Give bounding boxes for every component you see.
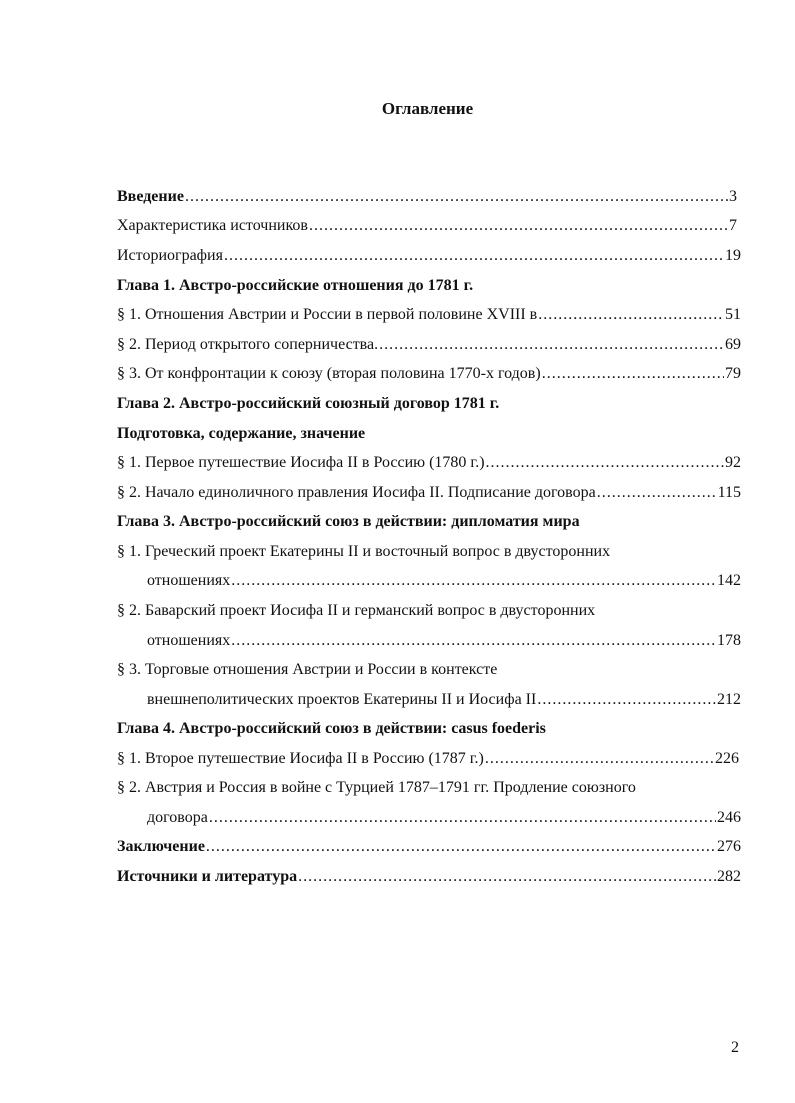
toc-entry-page: 7 (729, 217, 737, 234)
leader-dots (231, 570, 716, 592)
toc-entry-text: Историография (117, 247, 223, 264)
toc-entry-text: Глава 4. Австро-российский союз в действии: casus foederis (117, 720, 546, 737)
toc-entry-text: Глава 3. Австро-российский союз в действии: дипломатия мира (117, 513, 580, 530)
toc-entry-text: § 2. Австрия и Россия в войне с Турцией 1787–1791 гг. Продление союзного (117, 779, 636, 796)
toc-entry-text: § 1. Греческий проект Екатерины II и восточный вопрос в двусторонних (117, 543, 611, 560)
toc-entry-text: отношениях (147, 632, 231, 649)
toc-title: Оглавление (381, 99, 474, 118)
toc-entry-text: Подготовка, содержание, значение (117, 425, 366, 442)
toc-entry-ch3-s2-line1[interactable] (117, 600, 595, 622)
toc-entry-ch4-s2-line2[interactable] (147, 807, 741, 829)
toc-entry-ch3-s1-line1[interactable] (117, 541, 610, 563)
toc-entry-ch1-s3[interactable] (117, 363, 741, 385)
toc-entry-page: 178 (717, 632, 741, 649)
toc-entry-page: 115 (717, 484, 741, 501)
toc-entry-text: договора (147, 809, 208, 826)
toc-entry-page: 92 (725, 454, 741, 471)
toc-entry-text: § 2. Период открытого соперничества. (117, 336, 379, 353)
toc-entry-ch2-s2[interactable] (117, 482, 741, 504)
leader-dots (485, 748, 714, 770)
toc-entry-text: § 2. Начало единоличного правления Иосифа II. Подписание договора (117, 484, 596, 501)
toc-entry-text: Глава 1. Австро-российские отношения до 1781 г. (117, 277, 474, 294)
toc-entry-ch3-s1-line2[interactable] (147, 570, 741, 592)
toc-entry-page: 3 (729, 188, 737, 205)
leader-dots (206, 836, 716, 858)
leader-dots (537, 689, 716, 711)
leader-dots (185, 186, 728, 208)
leader-dots (224, 245, 724, 267)
leader-dots (542, 363, 724, 385)
toc-entry-sources-and-literature[interactable] (117, 866, 741, 888)
toc-chapter-2-heading[interactable] (117, 393, 499, 415)
toc-entry-page: 19 (725, 247, 741, 264)
toc-entry-ch1-s1[interactable] (117, 304, 741, 326)
leader-dots (597, 482, 717, 504)
toc-entry-page: 246 (717, 809, 741, 826)
toc-entry-text: Характеристика источников (117, 217, 308, 234)
leader-dots (209, 807, 716, 829)
toc-entry-ch4-s2-line1[interactable] (117, 777, 636, 799)
toc-entry-page: 79 (725, 365, 741, 382)
toc-chapter-3-heading[interactable] (117, 511, 580, 533)
leader-dots (486, 452, 724, 474)
toc-entry-text: внешнеполитических проектов Екатерины II и Иосифа II (147, 691, 537, 708)
toc-entry-text: § 3. Торговые отношения Австрии и России в контексте (117, 661, 498, 678)
toc-entry-historiography[interactable] (117, 245, 741, 267)
toc-entry-ch2-s1[interactable] (117, 452, 741, 474)
toc-entry-conclusion[interactable] (117, 836, 741, 858)
toc-entry-page: 51 (725, 306, 741, 323)
toc-entry-text: Введение (117, 188, 184, 205)
toc-entry-introduction[interactable] (117, 186, 737, 208)
toc-entry-text: Источники и литература (117, 868, 298, 885)
leader-dots (309, 215, 728, 237)
toc-entry-page: 226 (715, 750, 739, 767)
toc-entry-text: Заключение (117, 838, 205, 855)
toc-entry-ch3-s3-line1[interactable] (117, 659, 497, 681)
leader-dots (379, 334, 724, 356)
toc-entry-text: § 2. Баварский проект Иосифа II и германский вопрос в двусторонних (117, 602, 596, 619)
toc-entry-ch4-s1[interactable] (117, 748, 739, 770)
toc-entry-ch3-s2-line2[interactable] (147, 630, 741, 652)
toc-entry-ch3-s3-line2[interactable] (147, 689, 741, 711)
toc-entry-text: отношениях (147, 572, 231, 589)
toc-entry-page: 276 (717, 838, 741, 855)
page-number: 2 (731, 1039, 739, 1056)
toc-chapter-2-subheading[interactable] (117, 423, 365, 445)
leader-dots (231, 630, 716, 652)
toc-entry-page: 212 (717, 691, 741, 708)
toc-entry-text: § 1. Отношения Австрии и России в первой половине XVIII в (117, 306, 538, 323)
toc-entry-page: 69 (725, 336, 741, 353)
toc-chapter-4-heading[interactable] (117, 718, 546, 740)
toc-chapter-1-heading[interactable] (117, 275, 473, 297)
toc-entry-sources[interactable] (117, 215, 737, 237)
toc-entry-text: § 1. Второе путешествие Иосифа II в Россию (1787 г.) (117, 750, 484, 767)
toc-entry-page: 142 (717, 572, 741, 589)
leader-dots (538, 304, 724, 326)
toc-entry-text: § 1. Первое путешествие Иосифа II в Россию (1780 г.) (117, 454, 485, 471)
toc-entry-ch1-s2[interactable] (117, 334, 741, 356)
toc-entry-text: § 3. От конфронтации к союзу (вторая половина 1770-х годов) (117, 365, 541, 382)
toc-entry-page: 282 (717, 868, 741, 885)
toc-entry-text: Глава 2. Австро-российский союзный договор 1781 г. (117, 395, 500, 412)
leader-dots (298, 866, 716, 888)
